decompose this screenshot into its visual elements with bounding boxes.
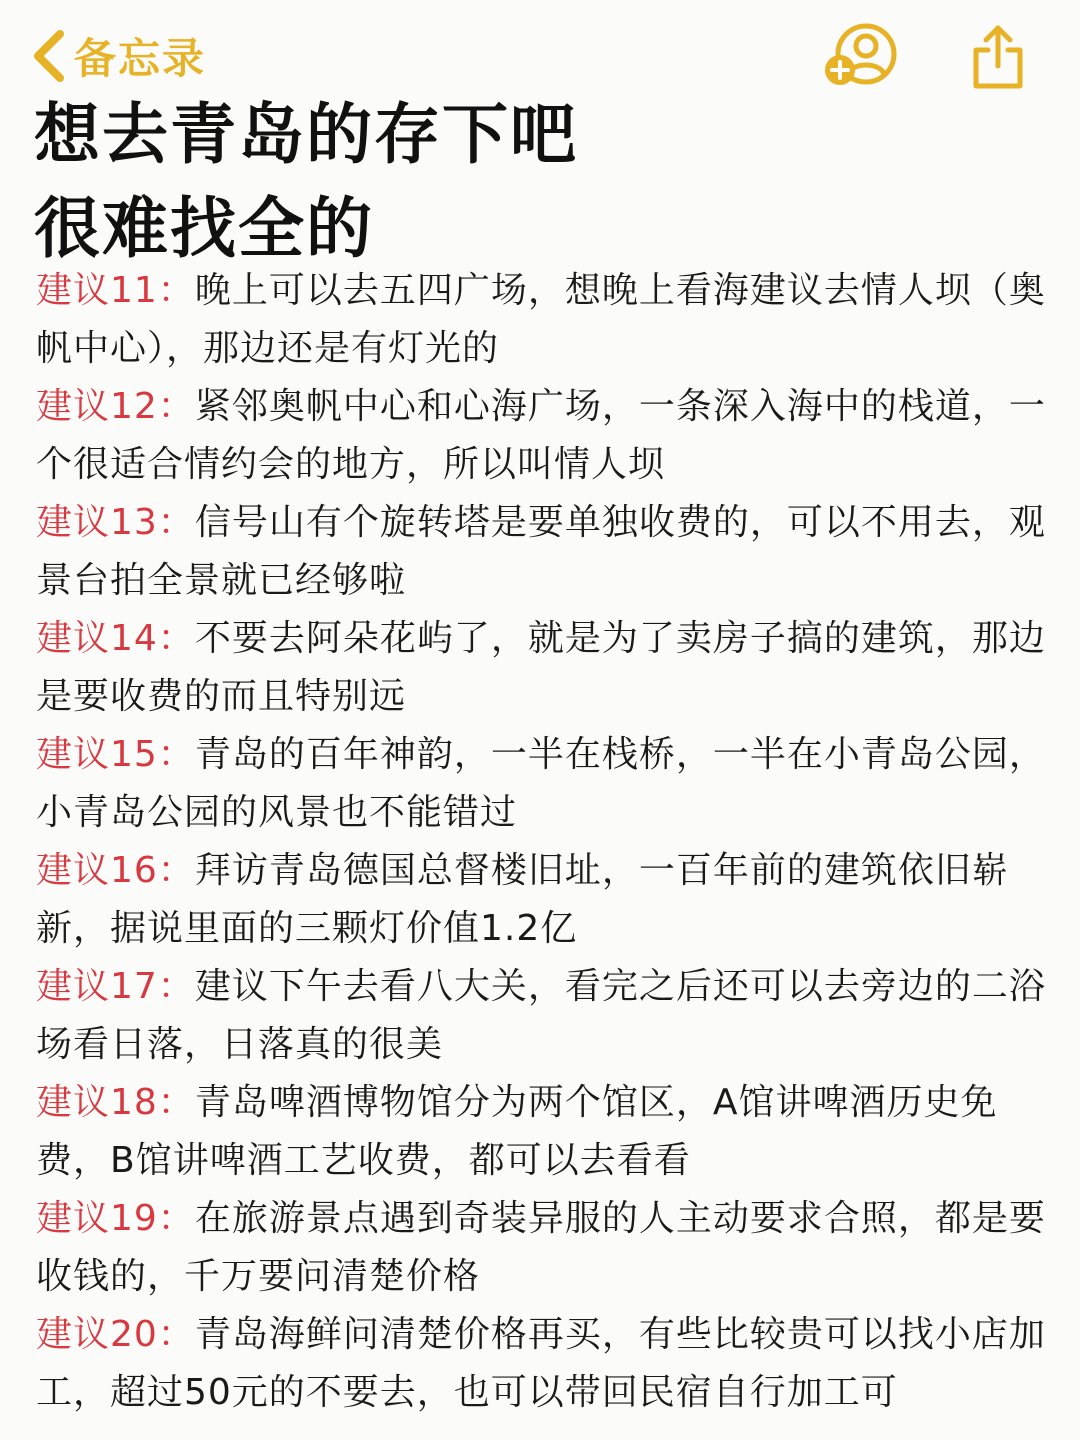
chevron-left-icon	[28, 28, 68, 84]
note-item	[36, 378, 1050, 494]
back-button[interactable]	[28, 26, 206, 86]
share-icon	[966, 22, 1030, 92]
note-label: 建议12：	[36, 386, 195, 427]
title-line-1: 想去青岛的存下吧	[34, 96, 578, 173]
add-person-button[interactable]	[820, 22, 900, 94]
note-text: 青岛的百年神韵，一半在栈桥，一半在小青岛公园，小青岛公园的风景也不能错过	[36, 734, 1046, 833]
nav-bar	[0, 0, 1080, 100]
note-item	[36, 1074, 1050, 1190]
note-label: 建议15：	[36, 734, 195, 775]
note-label: 建议14：	[36, 618, 195, 659]
note-label: 建议13：	[36, 502, 195, 543]
note-text: 在旅游景点遇到奇装异服的人主动要求合照，都是要收钱的，千万要问清楚价格	[36, 1198, 1046, 1297]
note-label: 建议17：	[36, 966, 195, 1007]
note-item	[36, 726, 1050, 842]
title-line-2: 很难找全的	[34, 190, 374, 267]
note-text: 建议下午去看八大关，看完之后还可以去旁边的二浴场看日落，日落真的很美	[36, 966, 1046, 1065]
note-text: 拜访青岛德国总督楼旧址，一百年前的建筑依旧崭新，据说里面的三颗灯价值1.2亿	[36, 850, 1009, 949]
note-text: 晚上可以去五四广场，想晚上看海建议去情人坝（奥帆中心），那边还是有灯光的	[36, 270, 1046, 369]
add-person-icon	[820, 22, 900, 94]
note-item	[36, 610, 1050, 726]
note-label: 建议20：	[36, 1314, 195, 1355]
note-text: 青岛海鲜问清楚价格再买，有些比较贵可以找小店加工，超过50元的不要去，也可以带回民宿自行加工可	[36, 1314, 1046, 1413]
note-title	[34, 88, 1044, 276]
note-label: 建议18：	[36, 1082, 195, 1123]
note-text: 青岛啤酒博物馆分为两个馆区，A馆讲啤酒历史免费，B馆讲啤酒工艺收费，都可以去看看	[36, 1082, 998, 1181]
note-item	[36, 262, 1050, 378]
note-text: 信号山有个旋转塔是要单独收费的，可以不用去，观景台拍全景就已经够啦	[36, 502, 1046, 601]
share-button[interactable]	[966, 22, 1030, 92]
note-label: 建议19：	[36, 1198, 195, 1239]
note-body	[36, 262, 1050, 1422]
note-item	[36, 1190, 1050, 1306]
back-label: 备忘录	[74, 34, 207, 83]
note-item	[36, 958, 1050, 1074]
note-text: 紧邻奥帆中心和心海广场，一条深入海中的栈道，一个很适合情约会的地方，所以叫情人坝	[36, 386, 1046, 485]
note-item	[36, 494, 1050, 610]
note-item	[36, 1306, 1050, 1422]
note-text: 不要去阿朵花屿了，就是为了卖房子搞的建筑，那边是要收费的而且特别远	[36, 618, 1046, 717]
note-item	[36, 842, 1050, 958]
note-label: 建议16：	[36, 850, 195, 891]
note-label: 建议11：	[36, 270, 195, 311]
